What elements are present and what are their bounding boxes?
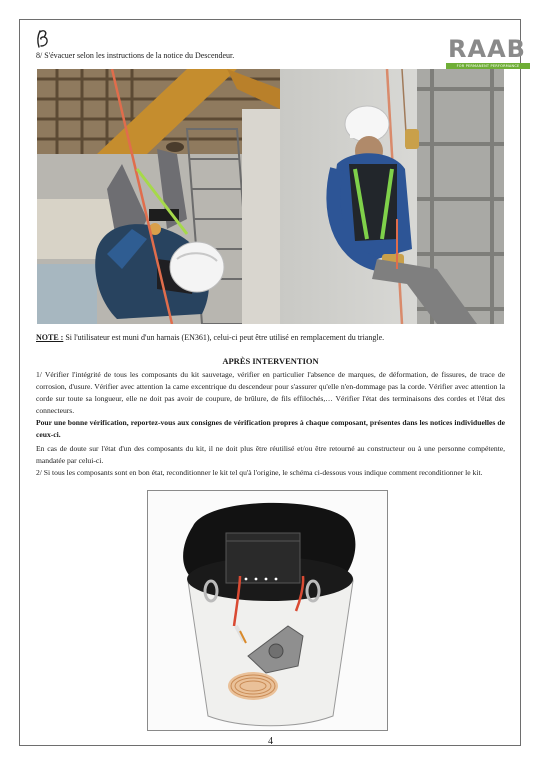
paragraph-individual-notices: Pour une bonne vérification, reportez-vous aux consignes de vérification propres à chaque composant, présentes dans les notices individuelles de ceux-ci. <box>36 418 505 439</box>
paragraph-doubt: En cas de doute sur l'état d'un des composants du kit, il ne doit plus être réutilisé et/ou être retourné au constructeur ou à une personne compétente, mandatée par celui-ci. <box>36 444 505 465</box>
note-text: Si l'utilisateur est muni d'un harnais (EN361), celui-ci peut être utilisé en remplacement du triangle. <box>63 333 385 342</box>
rescue-evacuation-photo <box>37 69 504 324</box>
handwritten-b-icon <box>34 29 50 49</box>
note-label: NOTE : <box>36 333 64 342</box>
raab-logo <box>443 36 531 70</box>
rescue-bag-illustration <box>148 491 388 731</box>
logo-wordmark: RAAB <box>448 35 526 63</box>
section-title: APRÈS INTERVENTION <box>222 356 319 366</box>
kit-reconditioning-diagram <box>147 490 388 731</box>
step-8-instruction: 8/ S'évacuer selon les instructions de la notice du Descendeur. <box>36 51 235 60</box>
logo-tagline: FOR PERMANENT PERFORMANCE <box>456 64 520 68</box>
page-number: 4 <box>268 736 273 747</box>
harness-note <box>36 333 384 342</box>
paragraph-verification: 1/ Vérifier l'intégrité de tous les composants du kit sauvetage, vérifier en particulier l'absence de marques, de déformation, de fissures, de trace de corrosion, d'usure. Vérifier avec attention la came excentrique du descendeur pour s'assurer qu'elle n'en-dommage pas la corde. Vérifier avec attention la corde sur toute sa longueur, elle ne doit pas avoir de coupure, de brûlure, de fils effilochés,… Vérifier l'état des terminaisons des cordes et l'état des connecteurs. <box>36 370 505 415</box>
paragraph-recondition: 2/ Si tous les composants sont en bon état, reconditionner le kit tel qu'à l'origine, le schéma ci-dessous vous indique comment reconditionner le kit. <box>36 468 483 477</box>
